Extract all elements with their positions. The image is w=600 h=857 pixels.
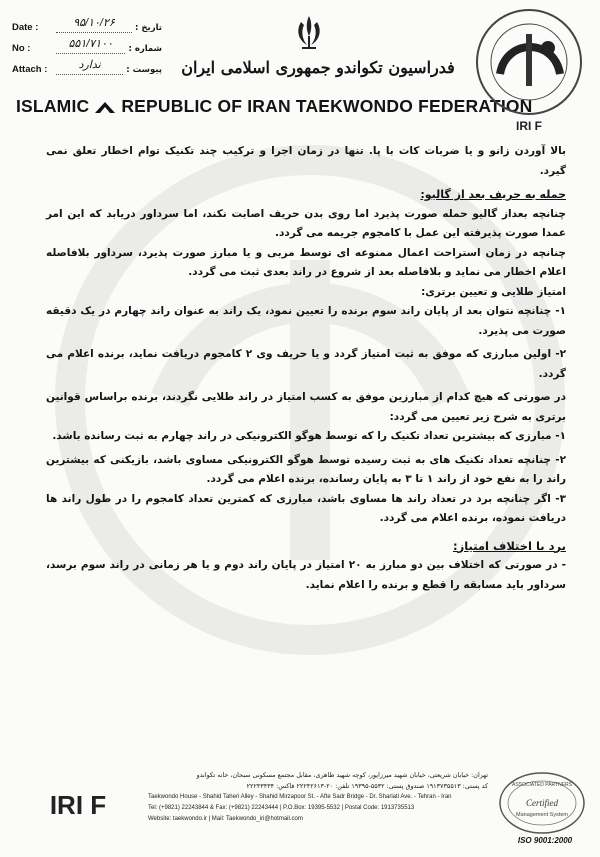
federation-logo (470, 4, 588, 136)
org-name-fa: فدراسیون تکواندو جمهوری اسلامی ایران (181, 58, 455, 77)
date-value: ۹۵/۱۰/۲۶ (56, 16, 132, 33)
chevron-mark-icon (94, 100, 116, 114)
paragraph-1: بالا آوردن زانو و یا ضربات کات با پا. تنها در زمان اجرا و ترکیب چند تکنیک توام اخطار تعلق نمی گیرد. (46, 145, 566, 177)
date-label: Date : (12, 22, 39, 33)
attach-value: ندارد (56, 58, 123, 75)
paragraph-golden-point: امتیاز طلایی و تعیین برتری: (421, 285, 566, 298)
number-label: No : (12, 43, 31, 54)
attach-row (12, 54, 162, 75)
attach-label-fa: پیوست : (126, 65, 162, 75)
letter-body (46, 142, 566, 595)
paragraph-superiority: در صورتی که هیچ کدام از مبارزین موفق به کسب امتیاز در راند طلایی نگردند، برنده براساس قوانین برتری به شرح زیر تعیین می گردد: (46, 391, 566, 423)
date-row (12, 12, 162, 33)
heading-attack-after-galio: حمله به حریف بعد از گالیو: (420, 188, 566, 201)
certification-seal (496, 770, 588, 836)
address-fa-1: تهران: خیابان شریعتی، خیابان شهید میرزاپور، کوچه شهید طاهری، مقابل مجتمع مسکونی سبحان، خانه تکواندو (196, 771, 488, 779)
footer-logo (26, 782, 130, 826)
date-label-fa: تاریخ : (135, 23, 162, 33)
address-en-1: Taekwondo House - Shahid Taheri Alley - Shahid Mirzapoor St. - Afte Sadr Bridge - Dr. Shariati Ave. - Tehran - Iran (148, 794, 452, 800)
letter-meta (12, 12, 162, 75)
address-en-3: Website: taekwondo.ir | Mail: Taekwondo_iri@hotmail.com (148, 816, 303, 822)
paragraph-3: چنانچه در زمان استراحت اعمال ممنوعه ای توسط مربی و یا مبارز صورت پذیرد، سرداور بلافاصله اعلام اخطار می نماید و بلافاصله بعد از شروع در راند بعدی ثبت می گردد. (46, 246, 566, 278)
list-item-2: ۲- اولین مبارزی که موفق به ثبت امتیاز گردد و یا حریف وی ۲ کامجوم دریافت نماید، برنده اعلام می گردد. (46, 348, 566, 380)
list-item-4: ۲- چنانچه تعداد تکنیک های به ثبت رسیده توسط هوگو الکترونیکی مساوی باشد، بازیکنی که بیشترین راند را به نفع خود از راند ۱ تا ۳ به پایان رسانده، برنده اعلام می گردد. (46, 453, 566, 485)
address-fa-2: کد پستی: ۱۹۱۳۷۳۵۵۱۳ صندوق پستی: ۵۵۳۲-۱۹۳۹۵ تلفن: ۲۰-۲۲۲۴۲۶۱۳ فاکس: ۲۲۲۴۳۴۳۴ (246, 782, 488, 790)
list-item-5: ۳- اگر چنانچه برد در تعداد راند ها مساوی باشد، مبارزی که کمترین تعداد کامجوم را در طول راند ها دریافت نموده، برنده اعلام می گردد. (46, 492, 566, 524)
address-en-2: Tel: (+9821) 22243844 & Fax: (+9821) 22243444 | P.O.Box: 19395-5532 | Postal Code: 1913735513 (148, 805, 415, 811)
list-item-6: - در صورتی که اختلاف بین دو مبارز به ۲۰ امتیاز در پایان راند دوم و یا هر زمانی در راند سوم برسد، سرداور باید مسابقه را قطع و برنده را اعلام نماید. (46, 559, 566, 591)
cert-sub-text: Management System (516, 812, 568, 818)
list-item-1: ۱- چنانچه نتوان بعد از پایان راند سوم برنده را تعیین نمود، یک راند به عنوان راند چهارم در یک دقیقه صورت می پذیرد. (46, 305, 566, 337)
org-name-en-part1: ISLAMIC (16, 96, 90, 116)
number-row (12, 33, 162, 54)
number-label-fa: شماره : (128, 44, 162, 54)
iran-emblem-icon (292, 12, 326, 52)
attach-label: Attach : (12, 64, 48, 75)
footer-address (148, 770, 488, 825)
iso-label: ISO 9001:2000 (517, 836, 573, 845)
paragraph-2: چنانچه بعداز گالیو حمله صورت پذیرد اما روی بدن حریف اصابت نکند، اما سرداور دریابد که این امر عمدا صورت پذیرفته این عمل با کامجوم جریمه می گردد. (46, 207, 566, 239)
cert-top-text: ASSOCIATED PARTNERS (511, 782, 573, 788)
list-item-3: ۱- مبارزی که بیشترین تعداد تکنیک را که توسط هوگو الکترونیکی در راند چهارم به ثبت رسانده باشد. (52, 430, 566, 442)
logo-mark-text: IRI F (516, 119, 542, 133)
number-value: ۵۵۱/۷۱۰۰ (56, 37, 125, 54)
org-name-en (16, 96, 533, 117)
heading-point-gap: برد با اختلاف امتیاز: (452, 538, 566, 553)
cert-mid-text: Certified (526, 798, 558, 808)
org-name-en-part2: REPUBLIC OF IRAN TAEKWONDO FEDERATION (121, 96, 533, 116)
footer-logo-text: IRI F (49, 790, 107, 820)
